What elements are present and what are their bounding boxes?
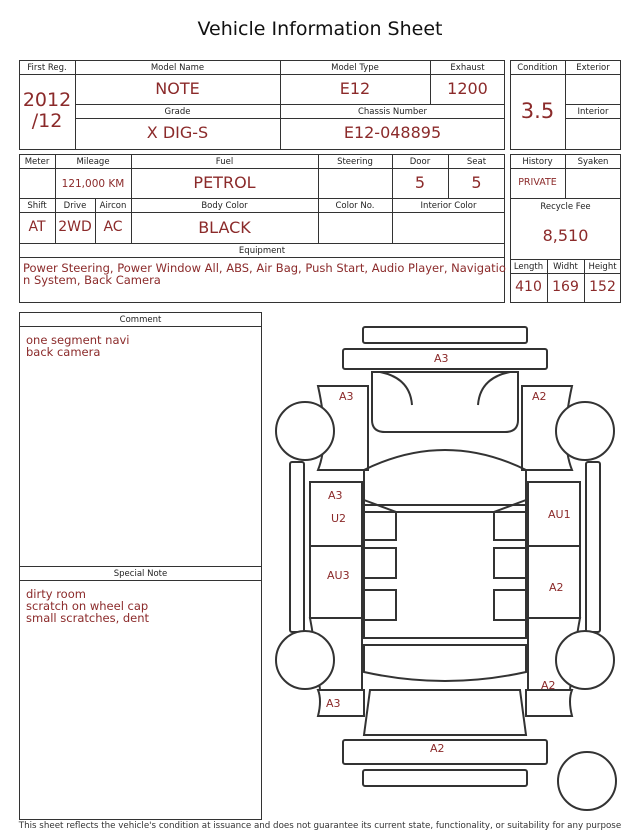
body-color-value: BLACK xyxy=(198,218,251,237)
chassis-label: Chassis Number xyxy=(357,107,428,117)
comment-label: Comment xyxy=(119,315,162,325)
condition-value: 3.5 xyxy=(520,99,555,123)
special-note-label: Special Note xyxy=(113,569,168,579)
aircon-value: AC xyxy=(103,219,123,235)
height-label: Height xyxy=(588,262,617,272)
grade-value: X DIG-S xyxy=(146,123,209,142)
chassis-value: E12-048895 xyxy=(343,123,442,142)
mark-left-front-door-a: A3 xyxy=(328,489,343,502)
fuel-label: Fuel xyxy=(215,157,234,167)
height-value: 152 xyxy=(589,279,616,295)
seat-value: 5 xyxy=(471,173,482,192)
length-label: Length xyxy=(513,262,544,272)
drive-label: Drive xyxy=(63,201,87,211)
seat-label: Seat xyxy=(466,157,487,167)
aircon-label: Aircon xyxy=(99,201,127,211)
page-title: Vehicle Information Sheet xyxy=(197,18,443,40)
first-reg-label: First Reg. xyxy=(27,63,67,73)
recycle-fee-value: 8,510 xyxy=(542,226,589,245)
model-type-value: E12 xyxy=(339,79,371,98)
mark-right-rear-door: A2 xyxy=(549,581,564,594)
drive-value: 2WD xyxy=(58,219,92,235)
exhaust-value: 1200 xyxy=(447,79,488,98)
exterior-label: Exterior xyxy=(576,63,610,73)
equipment-line-2: n System, Back Camera xyxy=(23,273,161,287)
first-reg-year: 2012 xyxy=(22,89,72,111)
syaken-label: Syaken xyxy=(577,157,609,167)
footer-disclaimer: This sheet reflects the vehicle's condition at issuance and does not guarantee its current state, functionality, or suitability for any purpose xyxy=(18,821,622,831)
equipment-label: Equipment xyxy=(238,246,286,256)
mark-left-rear-door: AU3 xyxy=(327,569,350,582)
special-note-line-1: dirty room xyxy=(26,587,86,601)
condition-label: Condition xyxy=(517,63,558,73)
door-value: 5 xyxy=(414,173,426,192)
comment-line-2: back camera xyxy=(26,345,101,359)
model-name-label: Model Name xyxy=(150,63,205,73)
interior-label: Interior xyxy=(577,107,609,117)
first-reg-month: /12 xyxy=(31,110,63,132)
steering-label: Steering xyxy=(337,157,373,167)
mileage-label: Mileage xyxy=(76,157,110,167)
comment-line-1: one segment navi xyxy=(26,333,130,347)
fuel-value: PETROL xyxy=(193,173,256,192)
meter-label: Meter xyxy=(24,157,50,167)
shift-label: Shift xyxy=(27,201,47,211)
recycle-fee-label: Recycle Fee xyxy=(540,202,591,212)
model-name-value: NOTE xyxy=(155,79,200,98)
width-value: 169 xyxy=(552,279,579,295)
mark-left-rear-quarter: A3 xyxy=(326,697,341,710)
special-note-line-3: small scratches, dent xyxy=(26,611,150,625)
mileage-value: 121,000 KM xyxy=(61,178,125,190)
color-no-label: Color No. xyxy=(335,201,375,211)
history-value: PRIVATE xyxy=(518,177,557,188)
interior-color-label: Interior Color xyxy=(420,201,477,211)
body-color-label: Body Color xyxy=(201,201,248,211)
mark-left-front-door-b: U2 xyxy=(331,512,347,525)
exhaust-label: Exhaust xyxy=(450,63,485,73)
special-note-line-2: scratch on wheel cap xyxy=(26,599,149,613)
width-label: Widht xyxy=(553,262,578,272)
grade-label: Grade xyxy=(164,107,191,117)
history-label: History xyxy=(522,157,553,167)
mark-right-front-door: AU1 xyxy=(548,508,571,521)
door-label: Door xyxy=(409,157,431,167)
mark-front-right-fender: A2 xyxy=(532,390,547,403)
mark-rear-bumper: A2 xyxy=(430,742,445,755)
mark-front-left-fender: A3 xyxy=(339,390,354,403)
shift-value: AT xyxy=(28,219,46,235)
mark-front-bumper: A3 xyxy=(434,352,449,365)
model-type-label: Model Type xyxy=(331,63,379,73)
car-damage-diagram xyxy=(268,318,628,818)
equipment-line-1: Power Steering, Power Window All, ABS, Air Bag, Push Start, Audio Player, Navigatio xyxy=(23,261,506,275)
length-value: 410 xyxy=(515,279,542,295)
mark-right-rear-quarter: A2 xyxy=(541,679,556,692)
